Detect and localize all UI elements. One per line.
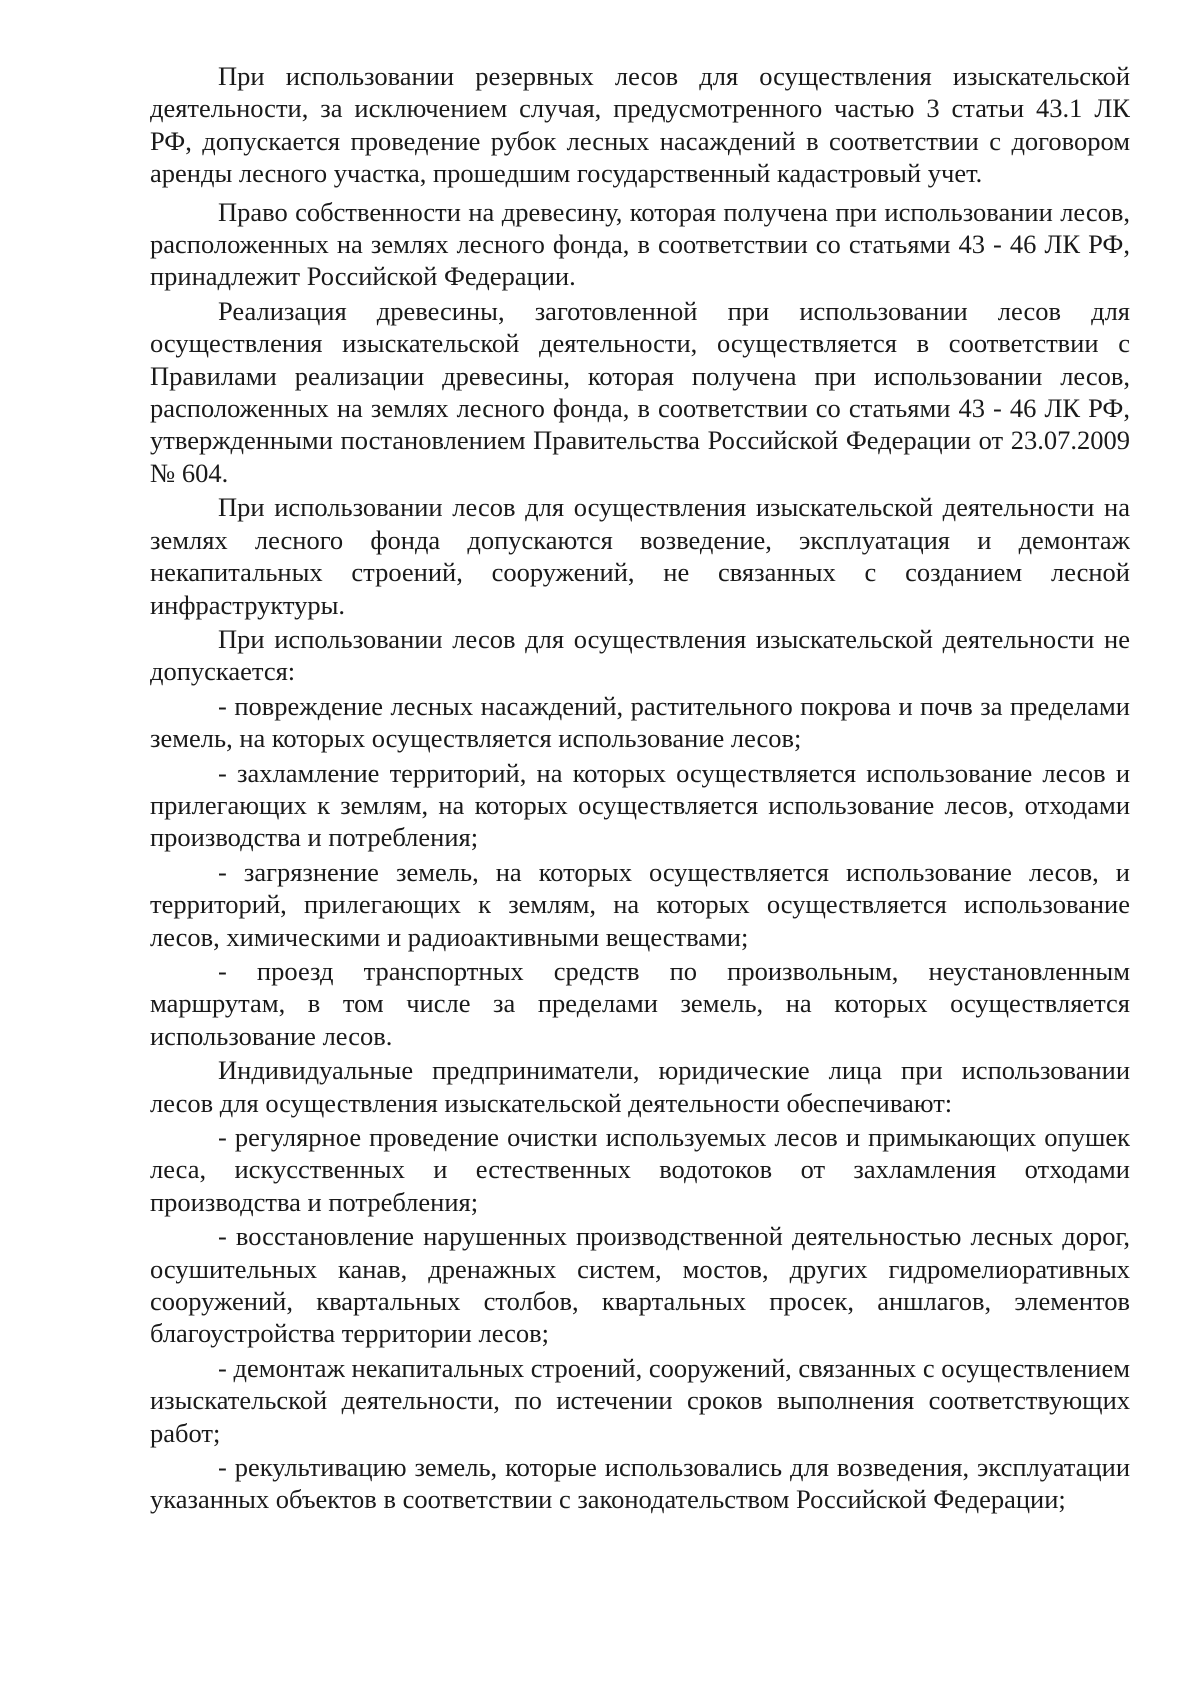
list-item-damage: - повреждение лесных насаждений, растительного покрова и почв за пределами земель, на которых осуществляется использование лесов; [150, 690, 1130, 754]
paragraph-allowed-structures: При использовании лесов для осуществления изыскательской деятельности на землях лесного фонда допускаются возведение, эксплуатация и демонтаж некапитальных строений, сооружений, не связанных с созданием лесной инфраструктуры. [150, 492, 1130, 620]
list-item-pollution: - загрязнение земель, на которых осуществляется использование лесов, и территорий, прилегающих к землям, на которых осуществляется использование лесов, химическими и радиоактивными веществами; [150, 856, 1130, 952]
list-item-restoration: - восстановление нарушенных производственной деятельностью лесных дорог, осушительных канав, дренажных систем, мостов, других гидромелиоративных сооружений, квартальных столбов, квартальных просек, аншлагов, элементов благоустройства территории лесов; [150, 1221, 1130, 1349]
list-item-recultivation: - рекультивацию земель, которые использовались для возведения, эксплуатации указанных объектов в соответствии с законодательством Российской Федерации; [150, 1452, 1130, 1515]
paragraph-timber-ownership: Право собственности на древесину, которая получена при использовании лесов, расположенных на землях лесного фонда, в соответствии со статьями 43 - 46 ЛК РФ, принадлежит Российской Федерации. [150, 196, 1130, 292]
paragraph-obligations-intro: Индивидуальные предприниматели, юридические лица при использовании лесов для осуществления изыскательской деятельности обеспечивают: [150, 1055, 1130, 1118]
document-page [150, 60, 1130, 1516]
paragraph-timber-sale: Реализация древесины, заготовленной при использовании лесов для осуществления изыскательской деятельности, осуществляется в соответствии с Правилами реализации древесины, которая получена при использовании лесов, расположенных на землях лесного фонда, в соответствии со статьями 43 - 46 ЛК РФ, утвержденными постановлением Правительства Российской Федерации от 23.07.2009 № 604. [150, 295, 1130, 488]
paragraph-prohibitions-intro: При использовании лесов для осуществления изыскательской деятельности не допускается: [150, 623, 1130, 687]
list-item-cleaning: - регулярное проведение очистки используемых лесов и примыкающих опушек леса, искусственных и естественных водотоков от захламления отходами производства и потребления; [150, 1122, 1130, 1217]
list-item-littering: - захламление территорий, на которых осуществляется использование лесов и прилегающих к землям, на которых осуществляется использование лесов, отходами производства и потребления; [150, 757, 1130, 853]
paragraph-reserve-forests-logging: При использовании резервных лесов для осуществления изыскательской деятельности, за исключением случая, предусмотренного частью 3 статьи 43.1 ЛК РФ, допускается проведение рубок лесных насаждений в соответствии с договором аренды лесного участка, прошедшим государственный кадастровый учет. [150, 61, 1130, 189]
list-item-vehicle-travel: - проезд транспортных средств по произвольным, неустановленным маршрутам, в том числе за пределами земель, на которых осуществляется использование лесов. [150, 955, 1130, 1051]
list-item-dismantling: - демонтаж некапитальных строений, сооружений, связанных с осуществлением изыскательской деятельности, по истечении сроков выполнения соответствующих работ; [150, 1352, 1130, 1448]
